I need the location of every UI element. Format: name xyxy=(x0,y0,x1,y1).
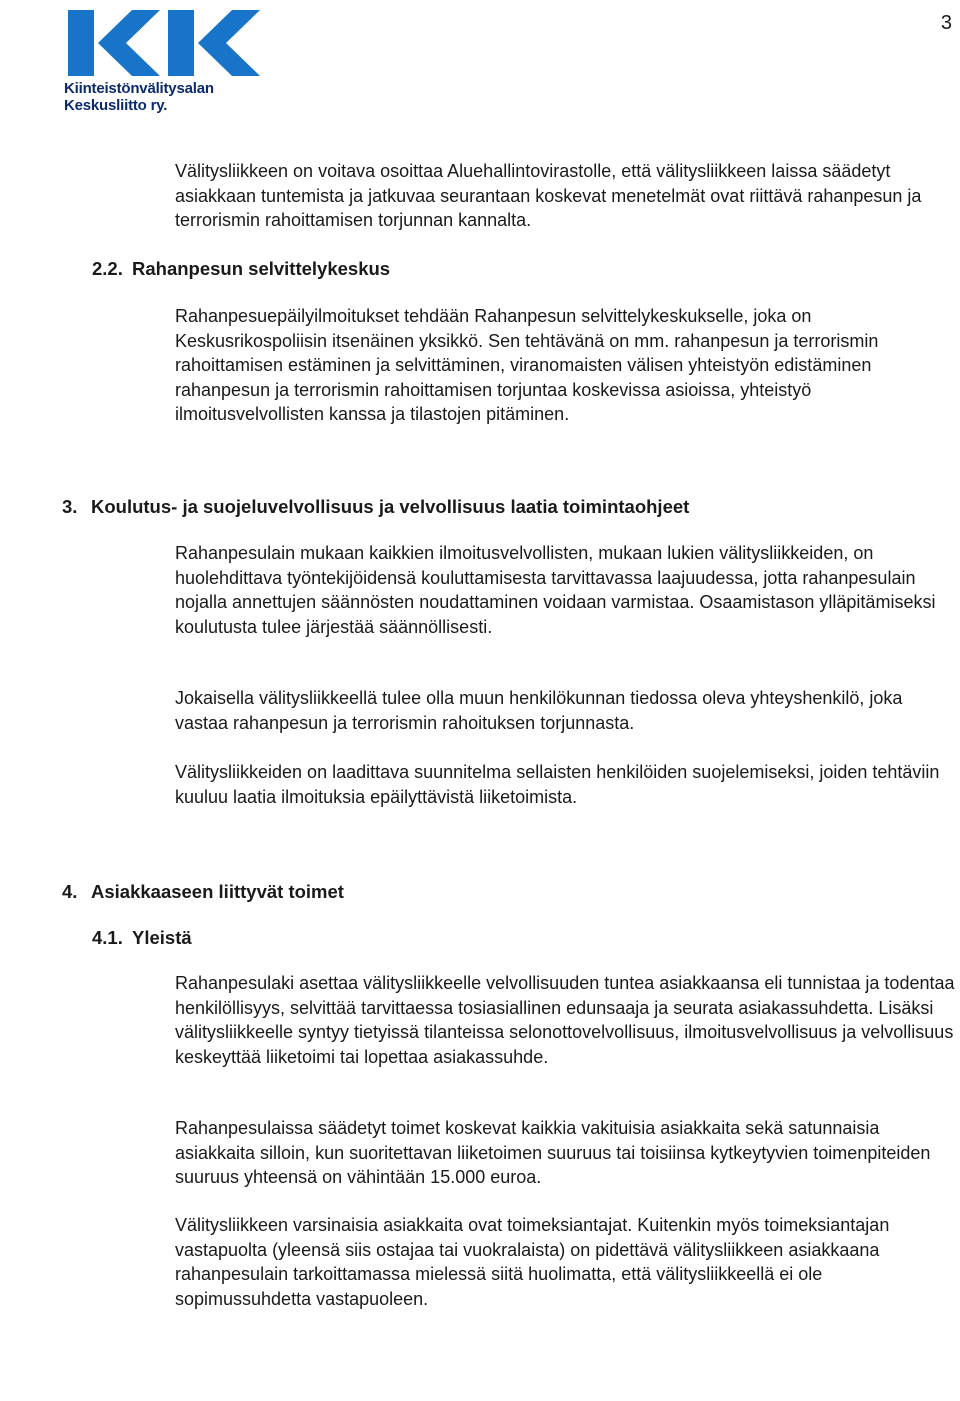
section-2-2-paragraph: Rahanpesuepäilyilmoitukset tehdään Rahanpesun selvittelykeskukselle, joka on Keskusrikospoliisin itsenäinen yksikkö. Sen tehtävänä on mm. rahanpesun ja terrorismin rahoittamisen estäminen ja selvittäminen, viranomaisten välisen yhteistyön edistäminen rahanpesun ja terrorismin rahoittamisen torjuntaa koskevissa asioissa, yhteistyö ilmoitusvelvollisten kanssa ja tilastojen pitäminen. xyxy=(175,306,879,424)
heading-4-number: 4. xyxy=(62,881,78,902)
logo-text: Kiinteistönvälitysalan Keskusliitto ry. xyxy=(64,80,214,114)
heading-4-1-number: 4.1. xyxy=(92,927,123,948)
section-4-1-paragraph-2: Rahanpesulaissa säädetyt toimet koskevat kaikkia vakituisia asiakkaita sekä satunnaisia asiakkaita silloin, kun suoritettavan liiketoimen suuruus tai toisiinsa kytkeytyvien toimenpiteiden suuruus yhteensä on vähintään 15.000 euroa. xyxy=(175,1118,931,1187)
heading-3-title: Koulutus- ja suojeluvelvollisuus ja velvollisuus laatia toimintaohjeet xyxy=(91,496,690,517)
heading-4-title: Asiakkaaseen liittyvät toimet xyxy=(91,881,344,902)
section-3-paragraph-3: Välitysliikkeiden on laadittava suunnitelma sellaisten henkilöiden suojelemiseksi, joiden tehtäviin kuuluu laatia ilmoituksia epäilyttävistä liiketoimista. xyxy=(175,762,940,807)
heading-4 xyxy=(62,881,344,903)
section-3-paragraph-2: Jokaisella välitysliikkeellä tulee olla muun henkilökunnan tiedossa oleva yhteyshenkilö, joka vastaa rahanpesun ja terrorismin rahoituksen torjunnasta. xyxy=(175,688,903,733)
heading-3-number: 3. xyxy=(62,496,78,517)
heading-2-2 xyxy=(92,258,390,280)
heading-3 xyxy=(62,496,689,518)
logo xyxy=(64,8,274,114)
section-4-1-paragraph-1: Rahanpesulaki asettaa välitysliikkeelle velvollisuuden tuntea asiakkaansa eli tunnistaa ja todentaa henkilöllisyys, selvittää tarvittaessa tosiasiallinen edunsaaja ja seurata asiakassuhdetta. Lisäksi välitysliikkeelle syntyy tietyissä tilanteissa selonottovelvollisuus, ilmoitusvelvollisuus ja velvollisuus keskeyttää liiketoimi tai lopettaa asiakassuhde. xyxy=(175,973,955,1067)
heading-2-2-number: 2.2. xyxy=(92,258,123,279)
kvkl-logo-icon xyxy=(64,8,264,78)
section-3-paragraph-1: Rahanpesulain mukaan kaikkien ilmoitusvelvollisten, mukaan lukien välitysliikkeiden, on huolehdittava työntekijöidensä kouluttamisesta tarvittavassa laajuudessa, jotta rahanpesulain nojalla annettujen säännösten noudattaminen voidaan varmistaa. Osaamistason ylläpitämiseksi koulutusta tulee järjestää säännöllisesti. xyxy=(175,543,936,637)
heading-4-1 xyxy=(92,927,192,949)
heading-2-2-title: Rahanpesun selvittelykeskus xyxy=(132,258,391,279)
heading-4-1-title: Yleistä xyxy=(132,927,192,948)
section-4-1-paragraph-3: Välitysliikkeen varsinaisia asiakkaita ovat toimeksiantajat. Kuitenkin myös toimeksiantajan vastapuolta (yleensä siis ostajaa tai vuokralaista) on pidettävä välitysliikkeen asiakkaana rahanpesulain tarkoittamassa mielessä siitä huolimatta, että välitysliikkeellä ei ole sopimussuhdetta vastapuoleen. xyxy=(175,1215,890,1309)
page-number: 3 xyxy=(940,12,952,34)
intro-paragraph: Välitysliikkeen on voitava osoittaa Aluehallintovirastolle, että välitysliikkeen laissa säädetyt asiakkaan tuntemista ja jatkuvaa seurantaan koskevat menetelmät ovat riittävä rahanpesun ja terrorismin rahoittamisen torjunnan kannalta. xyxy=(175,161,922,230)
